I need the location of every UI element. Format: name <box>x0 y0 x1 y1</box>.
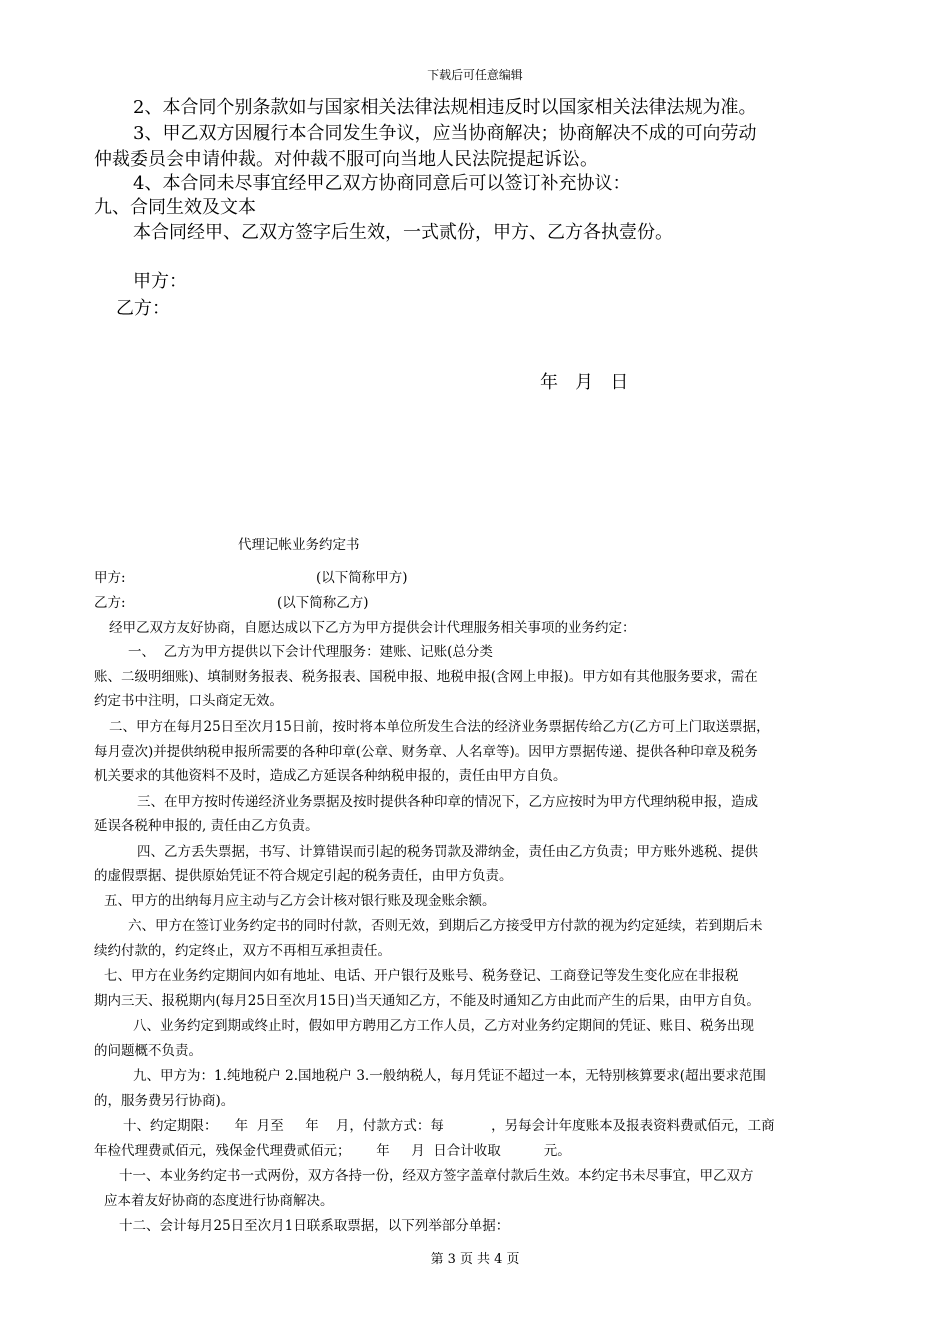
clause-2: 2、本合同个别条款如与国家相关法律法规相违反时以国家相关法律法规为准。 <box>133 97 757 118</box>
item-3-line-1: 三、在甲方按时传递经济业务票据及按时提供各种印章的情况下，乙方应按时为甲方代理纳税申报，造成 <box>137 794 758 810</box>
agreement-intro: 经甲乙双方友好协商，自愿达成以下乙方为甲方提供会计代理服务相关事项的业务约定： <box>109 620 636 636</box>
item-12: 十二、会计每月25日至次月1日联系取票据，以下列举部分单据： <box>119 1218 510 1234</box>
page-footer: 第 3 页 共 4 页 <box>430 1252 520 1267</box>
party-b-signature-label: 乙方： <box>116 298 170 319</box>
item-6-line-2: 续约付款的，约定终止，双方不再相互承担责任。 <box>94 943 391 959</box>
clause-3-line-1: 3、甲乙双方因履行本合同发生争议，应当协商解决；协商解决不成的可向劳动 <box>133 123 757 144</box>
item-9-line-1: 九、甲方为：1.纯地税户 2.国地税户 3.一般纳税人，每月凭证不超过一本，无特别核算要求(超出要求范围 <box>133 1068 766 1084</box>
item-2-line-1: 二、甲方在每月25日至次月15日前，按时将本单位所发生合法的经济业务票据传给乙方(乙方可上门取送票据， <box>109 719 770 735</box>
item-11-line-1: 十一、本业务约定书一式两份，双方各持一份，经双方签字盖章付款后生效。本约定书未尽事宜，甲乙双方 <box>119 1168 754 1184</box>
item-11-line-2: 应本着友好协商的态度进行协商解决。 <box>104 1193 334 1209</box>
agreement-title: 代理记帐业务约定书 <box>238 537 360 553</box>
item-10-line-2: 年检代理费贰佰元，残保金代理费贰佰元； 年 月 日合计收取 元。 <box>94 1143 571 1159</box>
clause-4: 4、本合同未尽事宜经甲乙双方协商同意后可以签订补充协议： <box>133 173 631 194</box>
party-a-note: (以下简称甲方) <box>316 570 408 586</box>
item-1-line-1: 一、 乙方为甲方提供以下会计代理服务：建账、记账(总分类 <box>128 644 493 660</box>
item-7-line-1: 七、甲方在业务约定期间内如有地址、电话、开户银行及账号、税务登记、工商登记等发生变化应在非报税 <box>104 968 739 984</box>
item-7-line-2: 期内三天、报税期内(每月25日至次月15日)当天通知乙方，不能及时通知乙方由此而产生的后果，由甲方自负。 <box>94 993 760 1009</box>
date-line: 年 月 日 <box>540 372 629 393</box>
item-2-line-3: 机关要求的其他资料不及时，造成乙方延误各种纳税申报的，责任由甲方自负。 <box>94 768 567 784</box>
section-9-title: 九、合同生效及文本 <box>94 197 256 218</box>
item-1-line-2: 账、二级明细账)、填制财务报表、税务报表、国税申报、地税申报(含网上申报)。甲方如有其他服务要求，需在 <box>94 669 758 685</box>
item-8-line-1: 八、业务约定到期或终止时，假如甲方聘用乙方工作人员，乙方对业务约定期间的凭证、账目、税务出现 <box>133 1018 754 1034</box>
item-8-line-2: 的问题概不负责。 <box>94 1043 202 1059</box>
item-4-line-2: 的虚假票据、提供原始凭证不符合规定引起的税务责任，由甲方负责。 <box>94 868 513 884</box>
party-a-label: 甲方: <box>94 570 126 586</box>
party-a-signature-label: 甲方： <box>133 271 187 292</box>
party-b-note: (以下简称乙方) <box>277 595 369 611</box>
item-2-line-2: 每月壹次)并提供纳税申报所需要的各种印章(公章、财务章、人名章等)。因甲方票据传递、提供各种印章及税务 <box>94 744 758 760</box>
clause-3-line-2: 仲裁委员会申请仲裁。对仲裁不服可向当地人民法院提起诉讼。 <box>94 149 598 170</box>
party-b-label: 乙方: <box>94 595 126 611</box>
section-9-text: 本合同经甲、乙双方签字后生效，一式贰份，甲方、乙方各执壹份。 <box>133 222 673 243</box>
item-6-line-1: 六、甲方在签订业务约定书的同时付款，否则无效，到期后乙方接受甲方付款的视为约定延续，若到期后未 <box>128 918 763 934</box>
item-10-line-1: 十、约定期限： 年 月至 年 月，付款方式：每 ，另每会计年度账本及报表资料费贰佰元，工商 <box>123 1118 775 1134</box>
item-4-line-1: 四、乙方丢失票据，书写、计算错误而引起的税务罚款及滞纳金，责任由乙方负责；甲方账外逃税、提供 <box>137 844 758 860</box>
item-3-line-2: 延误各税种申报的, 责任由乙方负责。 <box>94 818 319 834</box>
item-1-line-3: 约定书中注明，口头商定无效。 <box>94 693 283 709</box>
page-header: 下载后可任意编辑 <box>427 68 523 82</box>
item-5: 五、甲方的出纳每月应主动与乙方会计核对银行账及现金账余额。 <box>104 893 496 909</box>
item-9-line-2: 的，服务费另行协商)。 <box>94 1093 235 1109</box>
